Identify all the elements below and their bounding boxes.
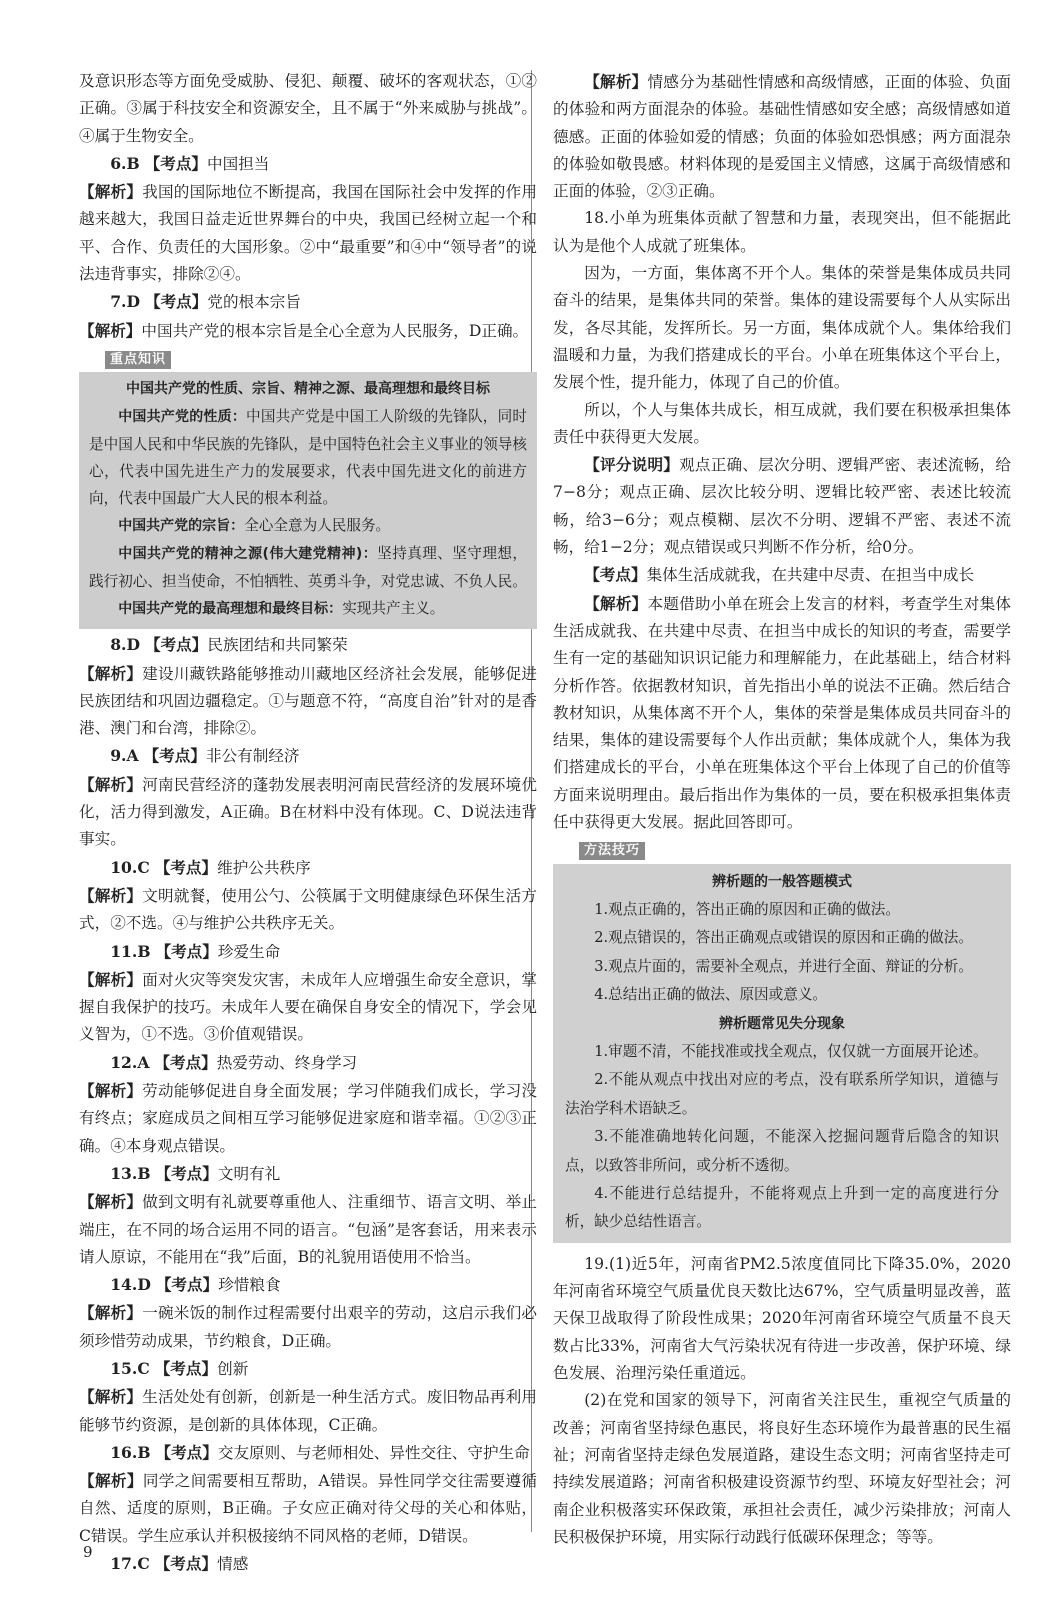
box-item: 2.观点错误的，答出正确观点或错误的原因和正确的做法。 — [594, 929, 973, 947]
q18-para-2: 因为，一方面，集体离不开个人。集体的荣誉是集体成员共同奋斗的结果，是集体共同的荣誉。集体的建设需要每个人从实际出发，各尽其能，发挥所长。另一方面，集体成就个人。集体给我们温暖和力量，为我们搭建成长的平台。小单在班集体这个平台上，发展个性，提升能力，体现了自己的价值。 — [553, 264, 1011, 392]
method-tips-box — [553, 864, 1011, 1243]
q11-analysis: 【解析】面对火灾等突发灾害，未成年人应增强生命安全意识，掌握自我保护的技巧。未成年人要在确保自身安全的情况下，学会见义智为，①不选。③价值观错误。 — [79, 969, 537, 1044]
q6-answer: 6.B 【考点】中国担当 — [110, 153, 270, 173]
box-item: 1.审题不清，不能找准或找全观点，仅仅就一方面展开论述。 — [594, 1043, 988, 1061]
box-item: 2.不能从观点中找出对应的考点，没有联系所学知识，道德与法治学科术语缺乏。 — [565, 1071, 999, 1117]
method-tips-tag: 方法技巧 — [579, 842, 645, 860]
page-number: 9 — [83, 1543, 93, 1561]
q12-analysis: 【解析】劳动能够促进自身全面发展；学习伴随我们成长，学习没有终点；家庭成员之间相互学习能够促进家庭和谐幸福。①②③正确。④本身观点错误。 — [79, 1081, 537, 1155]
q13-analysis: 【解析】做到文明有礼就要尊重他人、注重细节、语言文明、举止端庄，在不同的场合运用不同的语言。“包涵”是客套话，用来表示请人原谅，不能用在“我”后面，B的礼貌用语使用不恰当。 — [79, 1192, 537, 1266]
q10-answer: 10.C 【考点】维护公共秩序 — [110, 857, 311, 877]
box-item: 3.不能准确地转化问题，不能深入挖掘问题背后隐含的知识点，以致答非所问，或分析不透彻。 — [565, 1128, 999, 1174]
q18-para-1: 18.小单为班集体贡献了智慧和力量，表现突出，但不能据此认为是他个人成就了班集体。 — [553, 209, 1011, 255]
q18-analysis: 【解析】本题借助小单在班会上发言的材料，考查学生对集体生活成就我、在共建中尽责、在担当中成长的知识的考查，需要学生有一定的基础知识识记能力和理解能力，在此基础上，结合材料分析作答。依据教材知识，首先指出小单的说法不正确。然后结合教材知识，从集体离不开个人，集体的荣誉是集体成员共同奋斗的结果，集体的建设需要每个人作出贡献；集体成就个人，集体为我们搭建成长的平台，小单在班集体这个平台上体现了自己的价值等方面来说明理由。最后指出作为集体的一员，要在积极承担集体责任中获得更大发展。据此回答即可。 — [553, 593, 1011, 832]
q19-para-1: 19.(1)近5年，河南省PM2.5浓度值同比下降35.0%，2020年河南省环境空气质量优良天数比达67%，空气质量明显改善，蓝天保卫战取得了阶段性成果；2020年河南省环境空气质量不良天数占比33%，河南省大气污染状况有待进一步改善，保护环境、绿色发展、治理污染任重道远。 — [553, 1254, 1011, 1383]
key-knowledge-tag: 重点知识 — [105, 351, 171, 369]
box-item: 4.总结出正确的做法、原因或意义。 — [594, 986, 828, 1004]
q17-analysis: 【解析】情感分为基础性情感和高级情感，正面的体验、负面的体验和两方面混杂的体验。基础性情感如安全感；高级情感如道德感。正面的体验如爱的情感；负面的体验如恐惧感；两方面混杂的体验如敬畏感。材料体现的是爱国主义情感，这属于高级情感和正面的体验，②③正确。 — [553, 72, 1011, 201]
q17-answer: 17.C 【考点】情感 — [110, 1554, 249, 1574]
box-item: 中国共产党的宗旨：全心全意为人民服务。 — [118, 517, 391, 535]
q10-analysis: 【解析】文明就餐，使用公勺、公筷属于文明健康绿色环保生活方式，②不选。④与维护公共秩序无关。 — [79, 885, 537, 933]
box-title: 辨析题常见失分现象 — [719, 1015, 845, 1032]
q8-answer: 8.D 【考点】民族团结和共同繁荣 — [110, 635, 348, 655]
box-title: 中国共产党的性质、宗旨、精神之源、最高理想和最终目标 — [126, 381, 490, 398]
q18-scoring: 【评分说明】观点正确、层次分明、逻辑严密、表述流畅，给7−8分；观点正确、层次比较分明、逻辑比较严密、表述比较流畅，给3−6分；观点模糊、层次不分明、逻辑不严密、表述不流畅，给1−2分；观点错误或只判断不作分析，给0分。 — [553, 455, 1011, 557]
q14-analysis: 【解析】一碗米饭的制作过程需要付出艰辛的劳动，这启示我们必须珍惜劳动成果，节约粮食，D正确。 — [79, 1303, 537, 1350]
q8-analysis: 【解析】建设川藏铁路能够推动川藏地区经济社会发展，能够促进民族团结和巩固边疆稳定。①与题意不符，“高度自治”针对的是香港、澳门和台湾，排除②。 — [79, 663, 537, 738]
q12-answer: 12.A 【考点】热爱劳动、终身学习 — [110, 1052, 358, 1072]
q16-answer: 16.B 【考点】交友原则、与老师相处、异性交往、守护生命 — [110, 1442, 530, 1462]
q9-answer: 9.A 【考点】非公有制经济 — [110, 746, 300, 766]
q15-answer: 15.C 【考点】创新 — [110, 1358, 249, 1378]
q15-analysis: 【解析】生活处处有创新，创新是一种生活方式。废旧物品再利用能够节约资源，是创新的具体体现，C正确。 — [79, 1387, 537, 1434]
q16-analysis: 【解析】同学之间需要相互帮助，A错误。异性同学交往需要遵循自然、适度的原则，B正确。子女应正确对待父母的关心和体贴，C错误。学生应承认并积极接纳不同风格的老师，D错误。 — [79, 1471, 537, 1545]
q7-answer: 7.D 【考点】党的根本宗旨 — [110, 292, 301, 312]
box-item: 中国共产党的性质：中国共产党是中国工人阶级的先锋队，同时是中国人民和中华民族的先锋队，是中国特色社会主义事业的领导核心，代表中国先进生产力的发展要求，代表中国先进文化的前进方向，代表中国最广大人民的根本利益。 — [89, 408, 527, 508]
q18-knowledge-point: 【考点】集体生活成就我，在共建中尽责、在担当中成长 — [584, 565, 975, 585]
q11-answer: 11.B 【考点】珍爱生命 — [110, 941, 281, 961]
box-item: 4.不能进行总结提升，不能将观点上升到一定的高度进行分析，缺少总结性语言。 — [565, 1185, 999, 1231]
box-item: 中国共产党的最高理想和最终目标：实现共产主义。 — [118, 600, 445, 618]
q13-answer: 13.B 【考点】文明有礼 — [110, 1163, 281, 1183]
box-title: 辨析题的一般答题模式 — [712, 873, 852, 890]
left-column — [79, 68, 537, 1578]
q6-analysis: 【解析】我国的国际地位不断提高，我国在国际社会中发挥的作用越来越大，我国日益走近世界舞台的中央，我国已经树立起一个和平、合作、负责任的大国形象。②中“最重要”和④中“领导者”的说法违背事实，排除②④。 — [79, 182, 537, 284]
intro-text: 及意识形态等方面免受威胁、侵犯、颠覆、破坏的客观状态，①②正确。③属于科技安全和资源安全，且不属于“外来威胁与挑战”。④属于生物安全。 — [79, 72, 537, 145]
box-item: 3.观点片面的，需要补全观点，并进行全面、辩证的分析。 — [594, 957, 973, 975]
q7-analysis: 【解析】中国共产党的根本宗旨是全心全意为人民服务，D正确。 — [79, 320, 529, 340]
box-item: 1.观点正确的，答出正确的原因和正确的做法。 — [594, 901, 900, 919]
q14-answer: 14.D 【考点】珍惜粮食 — [110, 1275, 281, 1295]
q19-para-2: (2)在党和国家的领导下，河南省关注民生，重视空气质量的改善；河南省坚持绿色惠民，将良好生态环境作为最普惠的民生福祉；河南省坚持走绿色发展道路，建设生态文明；河南省坚持走可持续发展道路；河南省积极建设资源节约型、环境友好型社会；河南企业积极落实环保政策，承担社会责任，减少污染排放；河南人民积极保护环境，用实际行动践行低碳环保理念；等等。 — [553, 1391, 1011, 1546]
right-column — [553, 68, 1011, 1551]
q9-analysis: 【解析】河南民营经济的蓬勃发展表明河南民营经济的发展环境优化，活力得到激发，A正确。B在材料中没有体现。C、D说法违背事实。 — [79, 774, 537, 849]
key-knowledge-box — [79, 372, 537, 629]
q18-para-3: 所以，个人与集体共成长，相互成就，我们要在积极承担集体责任中获得更大发展。 — [553, 400, 1011, 446]
box-item: 中国共产党的精神之源(伟大建党精神)：坚持真理、坚守理想，践行初心、担当使命，不怕牺牲、英勇斗争，对党忠诚、不负人民。 — [89, 545, 527, 591]
